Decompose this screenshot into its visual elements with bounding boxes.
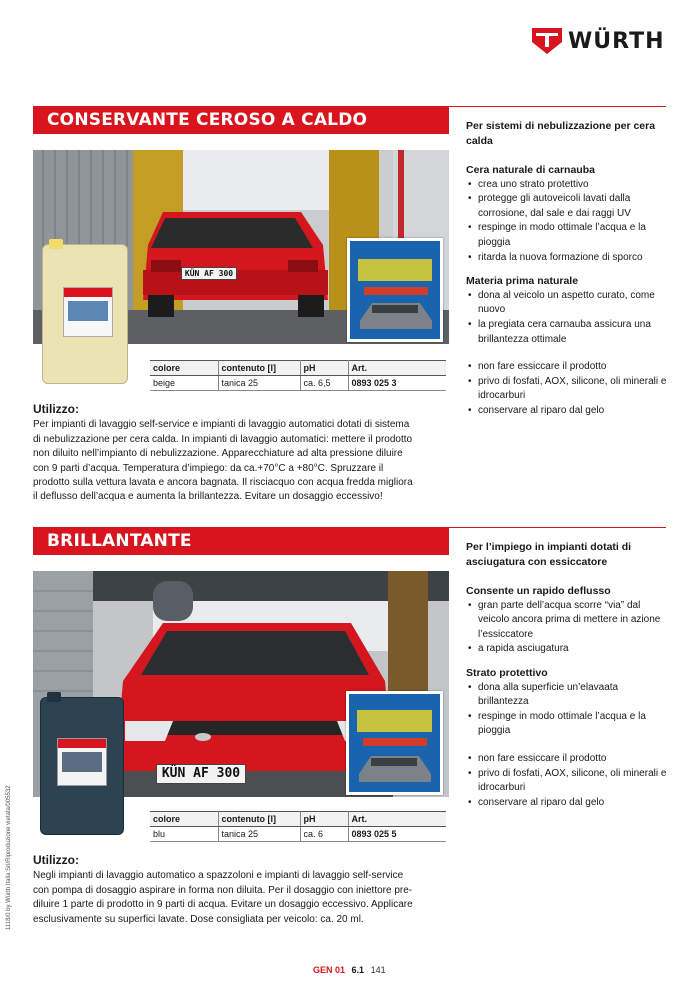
usage-line: esclusivamente su superfici lavate. Dose consigliata per veicolo: ca. 20 ml. [33,913,364,925]
usage-line: prodotto sulla vettura lavata e ancora bagnata. Il risciacquo con acqua fredda migliora [33,477,413,489]
feature-head: Strato protettivo [466,666,548,679]
feature-list [466,289,671,347]
col-contenuto-header: contenuto [l] [218,361,300,376]
list-item: • non fare essiccare il prodotto [466,752,671,767]
usage-line: diluire 1 parte di prodotto in 9 parti di acqua. Evitare un dosaggio eccessivo. Applicare [33,899,413,911]
feature-head: Consente un rapido deflusso [466,585,611,597]
feature-lead-2: Per l’impiego in impianti dotati di asciugatura con essiccatore [466,541,632,568]
canister-label-1 [63,287,113,337]
page-footer [313,965,386,975]
usage-line: non diluito nell’impianto di nebulizzazione. Apparecchiature ad alta pressione diluire [33,448,403,460]
brand-name: WÜRTH [568,28,665,54]
usage-line: il deflusso dell’acqua e aumenta la brillantezza. Evitare un dosaggio eccessivo! [33,491,383,503]
section-number: 6.1 [351,965,365,975]
usage-line: con pompa di dosaggio aspirare in forma non diluita. Per il dosaggio con iniettore pre- [33,884,413,896]
list-item: • crea uno strato protettivo [466,178,671,193]
feature-list [466,178,671,266]
contenuto-value: tanica 25 [218,827,300,842]
list-item: • non fare essiccare il prodotto [466,360,671,375]
feature-list [466,681,671,739]
ph-value: ca. 6 [300,827,348,842]
list-item: • respinge in modo ottimale l’acqua e la pioggia [466,221,671,250]
list-item: • la pregiata cera carnauba assicura una brillantezza ottimale [466,318,671,347]
section-title-bar-1 [33,106,449,134]
product-title-1: CONSERVANTE CEROSO A CALDO [47,110,368,130]
col-colore-header: colore [150,361,218,376]
page-number: 141 [370,965,386,975]
table-row [150,827,446,842]
license-plate-2: KÜN AF 300 [156,764,246,784]
list-item: • ritarda la nuova formazione di sporco [466,251,671,266]
license-plate-1: KÜN AF 300 [181,267,237,280]
ph-value: ca. 6,5 [300,376,348,391]
list-item: • dona alla superficie un’elavaata brillantezza [466,681,671,710]
features-column-1 [466,119,671,428]
table-row [150,376,446,391]
list-item: • privo di fosfati, AOX, silicone, oli minerali e idrocarburi [466,767,671,796]
features-column-2 [466,540,671,819]
section-rule-2 [449,527,666,528]
section-rule-1 [449,106,666,107]
list-item: • privo di fosfati, AOX, silicone, oli minerali e idrocarburi [466,375,671,404]
col-art-header: Art. [348,361,446,376]
col-colore-header: colore [150,812,218,827]
list-item: • conservare al riparo dal gelo [466,796,671,811]
canister-cap-2 [47,692,61,702]
col-ph-header: pH [300,812,348,827]
art-number: 0893 025 3 [348,376,446,391]
dryer-inset-photo-2 [346,691,443,795]
col-art-header: Art. [348,812,446,827]
usage-line: con 9 parti d’acqua. Temperatura d’impiego: da ca.+70°C a +80°C. Spruzzare il [33,462,384,474]
list-item: • conservare al riparo dal gelo [466,404,671,419]
spec-table-2 [150,811,446,842]
feature-head: Cera naturale di carnauba [466,164,595,176]
col-contenuto-header: contenuto [l] [218,812,300,827]
feature-lead-1: Per sistemi di nebulizzazione per cera calda [466,120,656,147]
usage-line: di nebulizzazione per cera calda. In impianti di lavaggio automatici: mettere il prodotto [33,433,413,445]
colore-value: blu [150,827,218,842]
usage-line: Per impianti di lavaggio self-service e impianti di lavaggio automatici dotati di sistema [33,419,410,431]
usage-line: Negli impianti di lavaggio automatico a spazzoloni e impianti di lavaggio self-service [33,870,404,882]
dryer-inset-illustration-2 [349,694,440,792]
contenuto-value: tanica 25 [218,376,300,391]
wax-inset-photo-1 [347,238,443,342]
copyright-note: 1118/0 by Würth Italia Srl/Riproduzione vietata/005532 [6,785,12,930]
spec-table-1 [150,360,446,391]
art-number: 0893 025 5 [348,827,446,842]
usage-title-1: Utilizzo: [33,402,79,416]
list-item: • respinge in modo ottimale l’acqua e la pioggia [466,710,671,739]
colore-value: beige [150,376,218,391]
canister-label-2 [57,738,107,786]
wurth-logo-icon [532,28,562,54]
col-ph-header: pH [300,361,348,376]
feature-head: Materia prima naturale [466,275,579,288]
canister-beige [42,244,128,384]
feature-list [466,360,671,418]
list-item: • dona al veicolo un aspetto curato, come nuovo [466,289,671,318]
usage-title-2: Utilizzo: [33,853,79,867]
feature-list [466,599,671,657]
list-item: • protegge gli autoveicoli lavati dalla corrosione, dal sale e dai raggi UV [466,192,671,221]
wurth-logo [532,28,665,54]
list-item: • a rapida asciugatura [466,642,671,657]
catalog-code: GEN 01 [313,965,346,975]
wax-inset-illustration-1 [350,241,440,339]
usage-block-2 [33,853,451,927]
product-title-2: BRILLANTANTE [47,531,192,551]
canister-blue [40,697,124,835]
usage-block-1 [33,402,451,505]
list-item: • gran parte dell’acqua scorre “via” dal veicolo ancora prima di mettere in azione l’essiccatore [466,599,671,643]
section-title-bar-2 [33,527,449,555]
feature-list [466,752,671,810]
canister-cap-1 [49,239,63,249]
